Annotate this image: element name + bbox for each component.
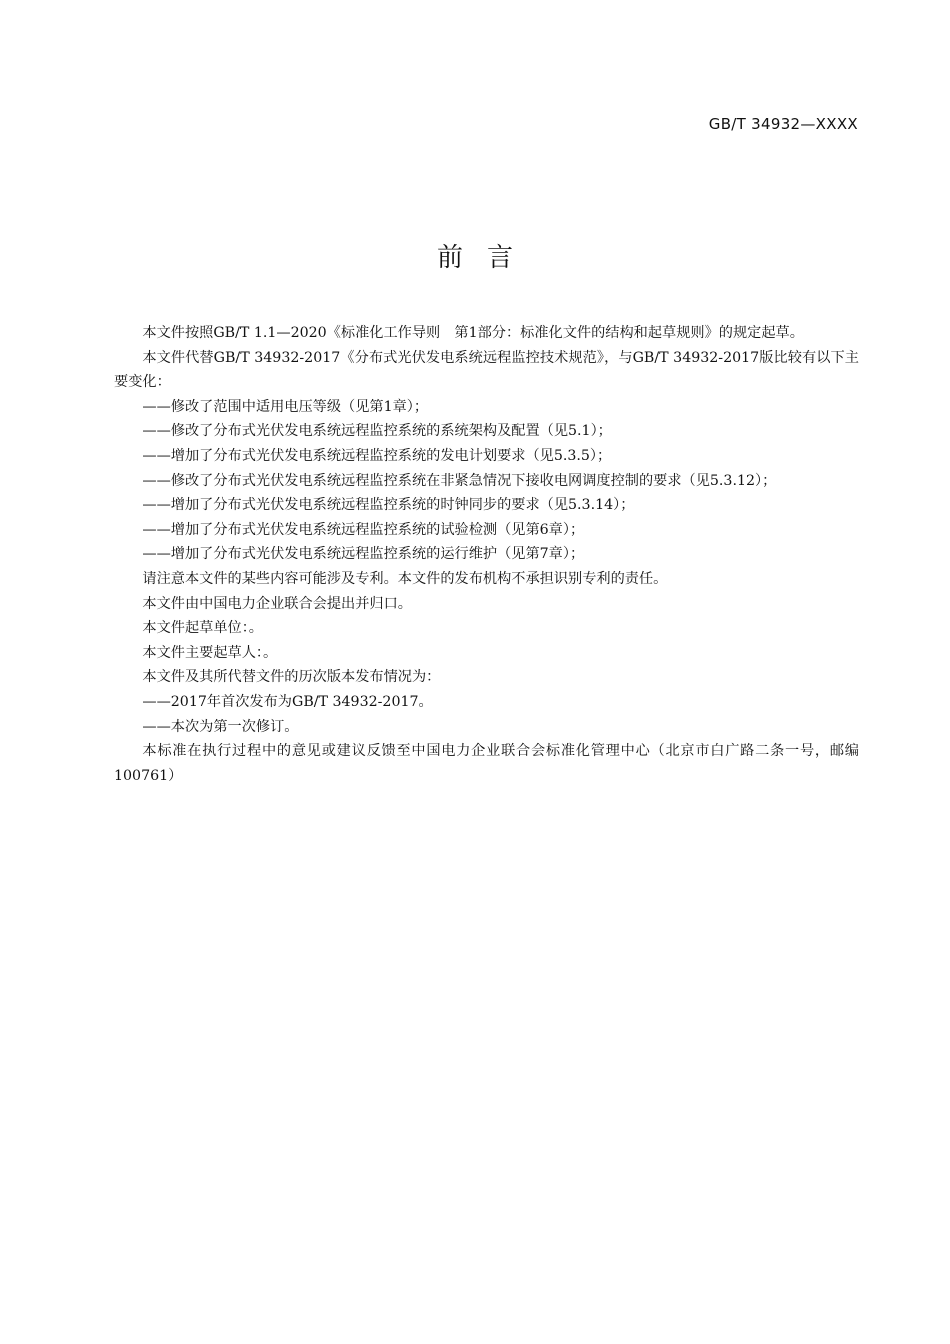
foreword-body — [114, 321, 859, 788]
paragraph-history: 本文件及其所代替文件的历次版本发布情况为： — [142, 669, 441, 686]
paragraph-feedback: 本标准在执行过程中的意见或建议反馈至中国电力企业联合会标准化管理中心（北京市白广路二条一号，邮编100761） — [114, 743, 859, 784]
history-item: ——2017年首次发布为GB/T 34932-2017。 — [142, 693, 433, 710]
paragraph-patent-notice: 请注意本文件的某些内容可能涉及专利。本文件的发布机构不承担识别专利的责任。 — [142, 570, 668, 587]
paragraph-drafters: 本文件主要起草人：。 — [142, 644, 278, 661]
change-item: ——增加了分布式光伏发电系统远程监控系统的运行维护（见第7章）； — [142, 546, 585, 563]
change-item: ——修改了范围中适用电压等级（见第1章）； — [142, 398, 429, 415]
change-item: ——增加了分布式光伏发电系统远程监控系统的发电计划要求（见5.3.5）； — [142, 447, 612, 464]
standard-number: GB/T 34932—XXXX — [708, 115, 858, 133]
change-item: ——增加了分布式光伏发电系统远程监控系统的试验检测（见第6章）； — [142, 521, 585, 538]
paragraph-drafting-rules: 本文件按照GB/T 1.1—2020《标准化工作导则 第1部分：标准化文件的结构和起草规则》的规定起草。 — [142, 325, 804, 341]
change-item: ——修改了分布式光伏发电系统远程监控系统的系统架构及配置（见5.1）； — [142, 423, 612, 440]
page-title: 前言 — [436, 243, 537, 273]
paragraph-proposer: 本文件由中国电力企业联合会提出并归口。 — [142, 595, 412, 612]
change-item: ——修改了分布式光伏发电系统远程监控系统在非紧急情况下接收电网调度控制的要求（见5.3.12）； — [142, 472, 777, 489]
history-item: ——本次为第一次修订。 — [142, 718, 299, 735]
change-item: ——增加了分布式光伏发电系统远程监控系统的时钟同步的要求（见5.3.14）； — [142, 497, 635, 514]
paragraph-drafting-units: 本文件起草单位：。 — [142, 620, 263, 637]
paragraph-replaces: 本文件代替GB/T 34932-2017《分布式光伏发电系统远程监控技术规范》，与GB/T 34932-2017版比较有以下主要变化： — [114, 349, 859, 391]
